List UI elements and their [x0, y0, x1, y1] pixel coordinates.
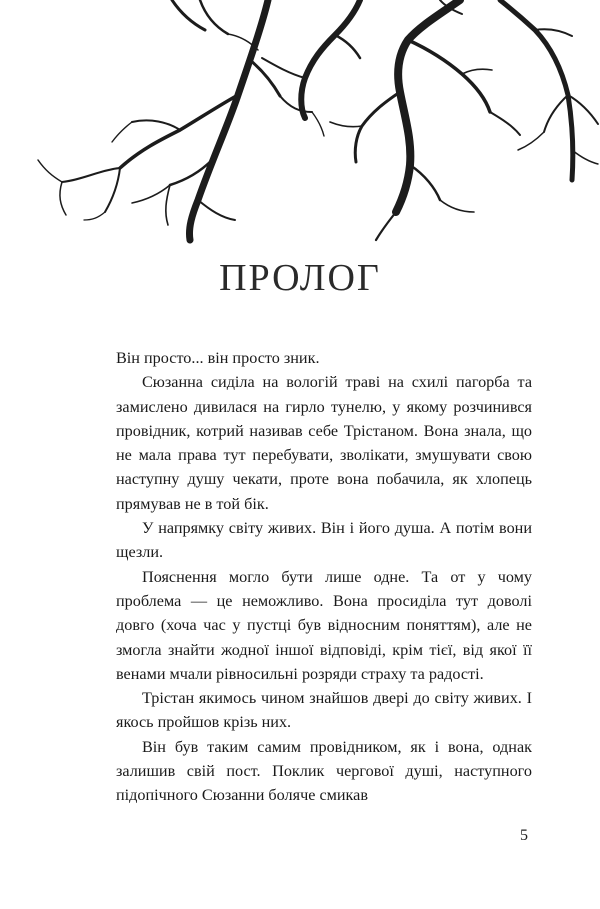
paragraph: Трістан якимось чином знайшов двері до світу живих. І якось пройшов крізь них. — [116, 689, 532, 732]
page-number: 5 — [520, 827, 528, 844]
paragraph: Він просто... він просто зник. — [116, 349, 320, 367]
paragraph: Пояснення могло бути лише одне. Та от у чому проблема — це неможливо. Вона просиділа тут доволі довго (хоча час у пустці був відносним поняттям), але не змогла знайти жодної іншої відповіді, крім тієї, від якої її венами мчали рівносильні розряди страху та радості. — [116, 567, 532, 683]
chapter-title: ПРОЛОГ — [219, 257, 381, 299]
body-text — [116, 346, 532, 808]
paragraph: У напрямку світу живих. Він і його душа. А потім вони щезли. — [116, 519, 532, 562]
paragraph: Він був таким самим провідником, як і вона, однак залишив свій пост. Поклик чергової душі, наступного підопічного Сюзанни боляче смикав — [116, 737, 532, 805]
paragraph: Сюзанна сиділа на вологій траві на схилі пагорба та замислено дивилася на гирло тунелю, у якому розчинився провідник, котрий називав себе Трістаном. Вона знала, що не мала права тут перебувати, зволікати, змушувати свою наступну душу чекати, проте вона побачила, як хлопець прямував не в той бік. — [116, 373, 532, 513]
tree-branches-icon — [0, 0, 600, 250]
